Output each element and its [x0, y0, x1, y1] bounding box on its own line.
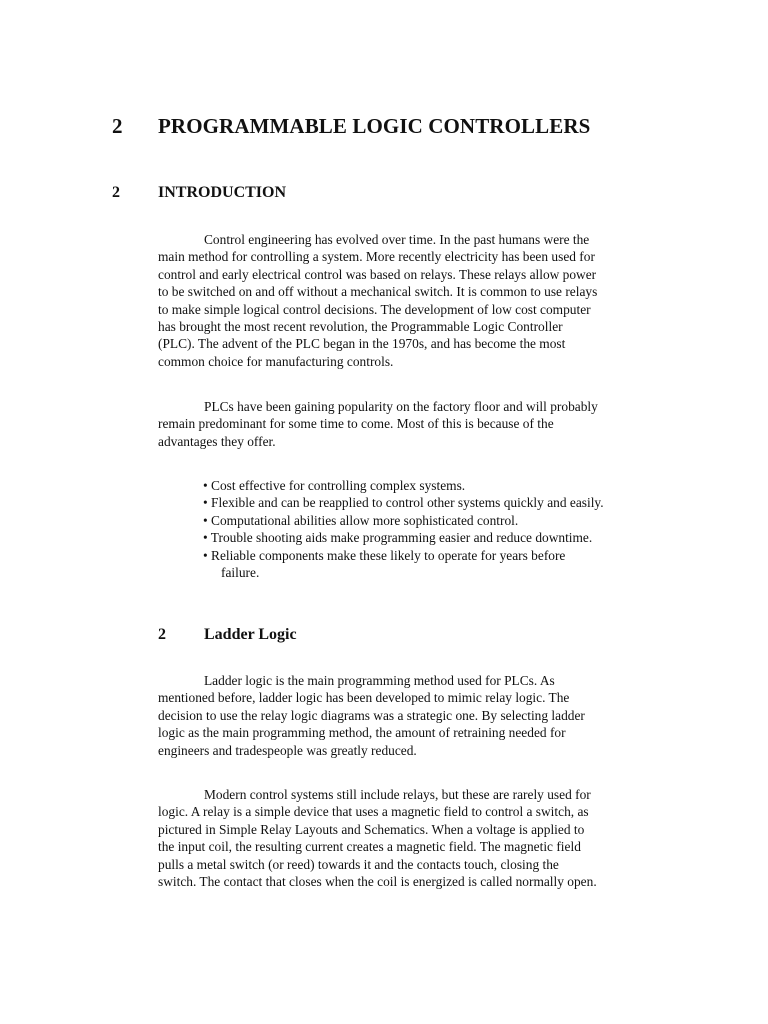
- list-item-text: • Reliable components make these likely to operate for years before: [203, 547, 566, 563]
- text-line: to be switched on and off without a mechanical switch. It is common to use relays: [158, 284, 598, 300]
- list-item: [203, 529, 604, 546]
- text-line: PLCs have been gaining popularity on the factory floor and will probably: [204, 399, 598, 414]
- text-line: decision to use the relay logic diagrams was a strategic one. By selecting ladder: [158, 707, 585, 723]
- list-item: [203, 477, 604, 494]
- list-item-text: • Trouble shooting aids make programming easier and reduce downtime.: [203, 530, 593, 546]
- list-item-continuation: failure.: [221, 565, 260, 581]
- text-line: engineers and tradespeople was greatly reduced.: [158, 742, 417, 758]
- text-line: logic as the main programming method, the amount of retraining needed for: [158, 725, 566, 741]
- chapter-title: PROGRAMMABLE LOGIC CONTROLLERS: [158, 114, 591, 138]
- text-line: the input coil, the resulting current creates a magnetic field. The magnetic field: [158, 839, 581, 855]
- text-line: pulls a metal switch (or reed) towards it and the contacts touch, closing the: [158, 856, 559, 872]
- text-line: control and early electrical control was based on relays. These relays allow power: [158, 266, 597, 282]
- intro-paragraph-1: [158, 231, 658, 370]
- text-line: Ladder logic is the main programming method used for PLCs. As: [204, 673, 555, 688]
- text-line: (PLC). The advent of the PLC began in the 1970s, and has become the most: [158, 336, 566, 352]
- chapter-number: 2: [112, 114, 123, 138]
- section-number: 2: [112, 184, 120, 201]
- list-item-text: • Flexible and can be reapplied to control other systems quickly and easily.: [203, 495, 604, 511]
- list-item: [203, 494, 604, 511]
- list-item: [203, 512, 604, 529]
- advantages-list: [203, 477, 604, 581]
- text-line: main method for controlling a system. More recently electricity has been used for: [158, 249, 595, 265]
- text-line: mentioned before, ladder logic has been developed to mimic relay logic. The: [158, 690, 570, 706]
- section-title: INTRODUCTION: [158, 184, 287, 201]
- text-line: remain predominant for some time to come. Most of this is because of the: [158, 416, 554, 432]
- text-line: Modern control systems still include relays, but these are rarely used for: [204, 787, 591, 802]
- section-number: 2: [158, 626, 166, 643]
- list-item: [203, 547, 604, 582]
- list-item-text: • Cost effective for controlling complex systems.: [203, 478, 466, 493]
- text-line: logic. A relay is a simple device that uses a magnetic field to control a switch, as: [158, 804, 589, 820]
- text-line: Control engineering has evolved over time. In the past humans were the: [204, 232, 590, 247]
- text-line: advantages they offer.: [158, 433, 276, 449]
- ladder-paragraph-1: [158, 672, 658, 759]
- text-line: to make simple logical control decisions. The development of low cost computer: [158, 301, 591, 317]
- text-line: has brought the most recent revolution, the Programmable Logic Controller: [158, 319, 563, 335]
- ladder-paragraph-2: [158, 786, 658, 890]
- section-title: Ladder Logic: [204, 626, 297, 643]
- text-line: common choice for manufacturing controls.: [158, 353, 394, 369]
- text-line: switch. The contact that closes when the coil is energized is called normally open.: [158, 874, 597, 890]
- intro-paragraph-2: [158, 398, 658, 450]
- list-item-text: • Computational abilities allow more sophisticated control.: [203, 512, 519, 528]
- text-line: pictured in Simple Relay Layouts and Schematics. When a voltage is applied to: [158, 821, 585, 837]
